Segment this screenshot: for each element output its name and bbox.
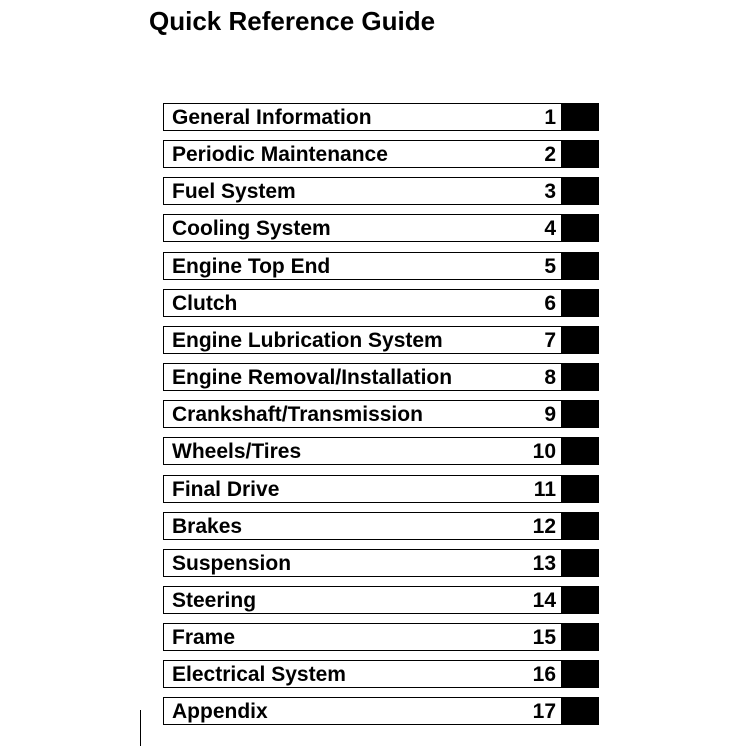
section-label: Frame [172, 626, 236, 649]
section-row[interactable] [163, 140, 599, 168]
section-tab-marker[interactable] [562, 512, 599, 540]
section-box [163, 252, 562, 280]
section-label: Crankshaft/Transmission [172, 403, 423, 426]
section-box [163, 697, 562, 725]
section-number: 1 [544, 106, 556, 129]
section-row[interactable] [163, 437, 599, 465]
section-row[interactable] [163, 400, 599, 428]
section-box [163, 400, 562, 428]
section-number: 15 [532, 626, 556, 649]
section-box [163, 103, 562, 131]
section-row[interactable] [163, 103, 599, 131]
section-label: Appendix [172, 700, 268, 723]
section-number: 11 [533, 478, 556, 501]
section-label: Brakes [172, 515, 243, 538]
section-number: 13 [532, 552, 556, 575]
section-box [163, 623, 562, 651]
section-label: Wheels/Tires [172, 440, 302, 463]
section-label: Suspension [172, 552, 292, 575]
margin-line [140, 710, 141, 746]
section-row[interactable] [163, 512, 599, 540]
section-tab-marker[interactable] [562, 177, 599, 205]
section-tab-marker[interactable] [562, 252, 599, 280]
section-label: Fuel System [172, 180, 296, 203]
section-row[interactable] [163, 289, 599, 317]
section-number: 17 [532, 700, 556, 723]
section-box [163, 586, 562, 614]
section-number: 7 [544, 329, 556, 352]
section-tab-marker[interactable] [562, 586, 599, 614]
section-box [163, 363, 562, 391]
section-tab-marker[interactable] [562, 363, 599, 391]
section-box [163, 177, 562, 205]
section-box [163, 326, 562, 354]
section-number: 14 [532, 589, 556, 612]
section-label: General Information [172, 106, 372, 129]
section-tab-marker[interactable] [562, 623, 599, 651]
section-label: Periodic Maintenance [172, 143, 388, 166]
section-label: Clutch [172, 292, 238, 315]
section-row[interactable] [163, 252, 599, 280]
page-title: Quick Reference Guide [149, 6, 436, 36]
section-box [163, 214, 562, 242]
section-box [163, 549, 562, 577]
section-box [163, 437, 562, 465]
section-label: Engine Lubrication System [172, 329, 443, 352]
section-number: 3 [544, 180, 556, 203]
section-tab-marker[interactable] [562, 214, 599, 242]
section-number: 8 [544, 366, 556, 389]
section-box [163, 289, 562, 317]
section-tab-marker[interactable] [562, 475, 599, 503]
section-row[interactable] [163, 177, 599, 205]
section-tab-marker[interactable] [562, 289, 599, 317]
section-row[interactable] [163, 214, 599, 242]
section-label: Final Drive [172, 478, 280, 501]
section-tab-marker[interactable] [562, 437, 599, 465]
section-number: 9 [544, 403, 556, 426]
section-number: 5 [544, 255, 556, 278]
section-label: Engine Top End [172, 255, 331, 278]
section-label: Steering [172, 589, 257, 612]
section-tab-marker[interactable] [562, 103, 599, 131]
section-label: Electrical System [172, 663, 346, 686]
section-tab-marker[interactable] [562, 140, 599, 168]
section-number: 12 [532, 515, 556, 538]
section-tab-marker[interactable] [562, 549, 599, 577]
section-box [163, 475, 562, 503]
section-label: Cooling System [172, 217, 331, 240]
section-number: 2 [544, 143, 556, 166]
section-tab-marker[interactable] [562, 326, 599, 354]
section-row[interactable] [163, 697, 599, 725]
section-row[interactable] [163, 363, 599, 391]
section-box [163, 512, 562, 540]
section-box [163, 140, 562, 168]
section-row[interactable] [163, 549, 599, 577]
section-tab-marker[interactable] [562, 400, 599, 428]
section-row[interactable] [163, 475, 599, 503]
section-row[interactable] [163, 660, 599, 688]
section-row[interactable] [163, 586, 599, 614]
section-number: 4 [544, 217, 556, 240]
section-tab-marker[interactable] [562, 697, 599, 725]
section-number: 10 [532, 440, 556, 463]
section-number: 6 [544, 292, 556, 315]
section-number: 16 [532, 663, 556, 686]
section-row[interactable] [163, 326, 599, 354]
section-row[interactable] [163, 623, 599, 651]
section-box [163, 660, 562, 688]
section-label: Engine Removal/Installation [172, 366, 453, 389]
section-tab-marker[interactable] [562, 660, 599, 688]
